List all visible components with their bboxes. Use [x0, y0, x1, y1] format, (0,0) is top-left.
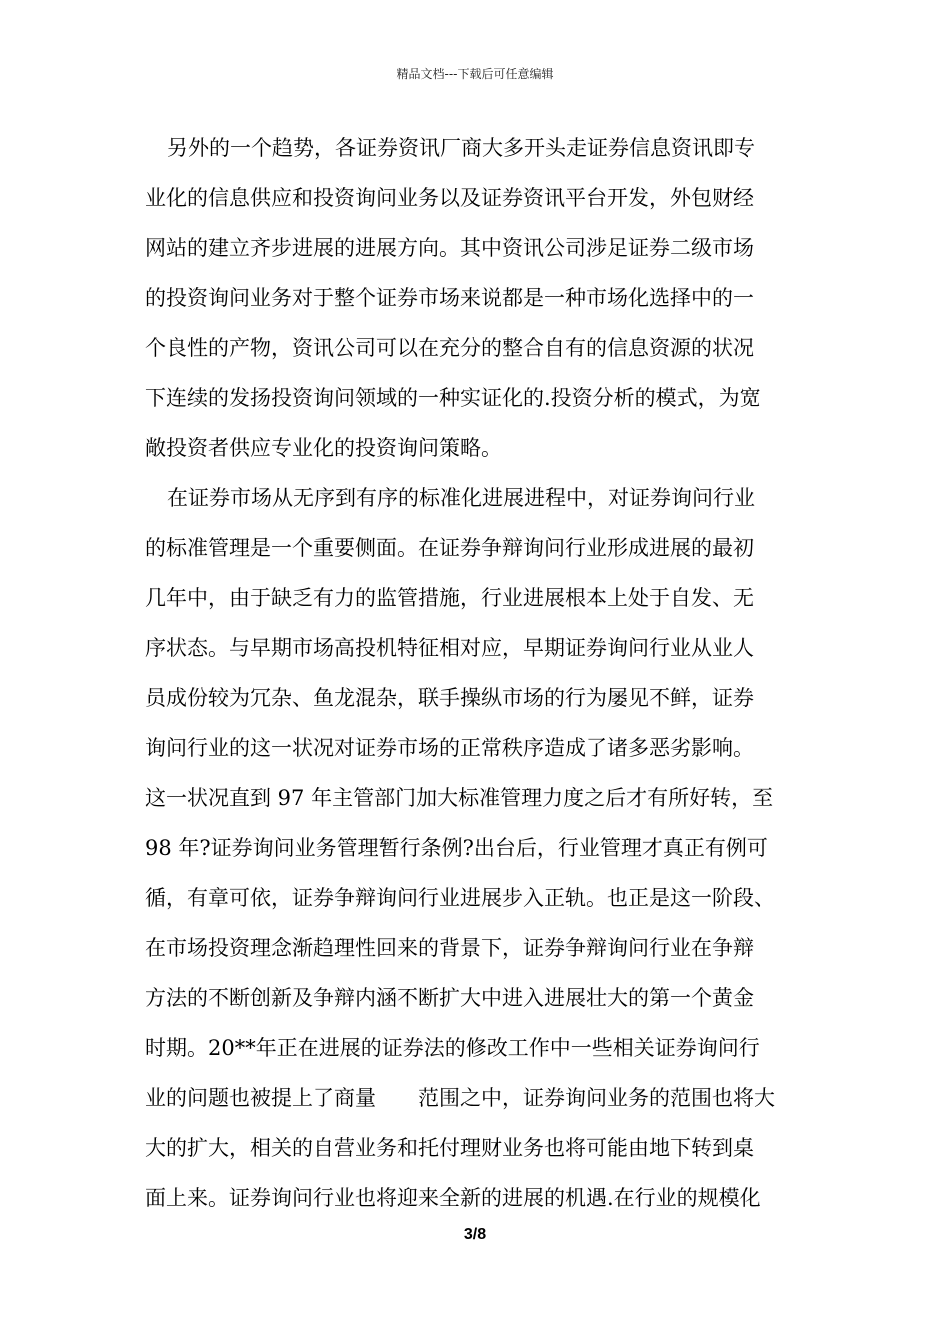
paragraph-2 [145, 478, 820, 1228]
text-line: 的投资询问业务对于整个证券市场来说都是一种市场化选择中的一 [145, 286, 754, 310]
text-line: 业的问题也被提上了商量 范围之中，证券询问业务的范围也将大 [145, 1086, 775, 1110]
text-line: 大的扩大，相关的自营业务和托付理财业务也将可能由地下转到桌 [145, 1136, 754, 1160]
text-line: 下连续的发扬投资询问领域的一种实证化的.投资分析的模式，为宽 [145, 386, 761, 410]
text-line: 这一状况直到 97 年主管部门加大标准管理力度之后才有所好转，至 [145, 786, 774, 810]
text-line: 业化的信息供应和投资询问业务以及证券资讯平台开发，外包财经 [145, 186, 754, 210]
text-line: 面上来。证券询问行业也将迎来全新的进展的机遇.在行业的规模化 [145, 1186, 761, 1210]
text-line: 在市场投资理念渐趋理性回来的背景下，证券争辩询问行业在争辩 [145, 936, 754, 960]
text-line: 98 年?证券询问业务管理暂行条例?出台后，行业管理才真正有例可 [145, 836, 768, 860]
text-line: 个良性的产物，资讯公司可以在充分的整合自有的信息资源的状况 [145, 336, 754, 360]
page-total: 8 [477, 1226, 487, 1243]
text-line: 敞投资者供应专业化的投资询问策略。 [145, 436, 502, 460]
paragraph-1 [145, 128, 820, 478]
text-line: 几年中，由于缺乏有力的监管措施，行业进展根本上处于自发、无 [145, 586, 754, 610]
page-number [0, 1225, 950, 1245]
text-line: 方法的不断创新及争辩内涵不断扩大中进入进展壮大的第一个黄金 [145, 986, 754, 1010]
text-line: 员成份较为冗杂、鱼龙混杂，联手操纵市场的行为屡见不鲜，证券 [145, 686, 754, 710]
text-line: 在证券市场从无序到有序的标准化进展进程中，对证券询问行业 [167, 486, 755, 510]
text-line: 循，有章可依，证券争辩询问行业进展步入正轨。也正是这一阶段、 [145, 886, 775, 910]
text-line: 时期。20**年正在进展的证券法的修改工作中一些相关证券询问行 [145, 1036, 760, 1060]
document-body [145, 128, 820, 1228]
page-header: 精品文档---下载后可任意编辑 [396, 67, 554, 81]
text-line: 序状态。与早期市场高投机特征相对应，早期证券询问行业从业人 [145, 636, 754, 660]
text-line: 另外的一个趋势，各证券资讯厂商大多开头走证券信息资讯即专 [167, 136, 755, 160]
page-current: 3 [463, 1226, 473, 1243]
text-line: 的标准管理是一个重要侧面。在证券争辩询问行业形成进展的最初 [145, 536, 754, 560]
text-line: 网站的建立齐步进展的进展方向。其中资讯公司涉足证券二级市场 [145, 236, 754, 260]
text-line: 询问行业的这一状况对证券市场的正常秩序造成了诸多恶劣影响。 [145, 736, 754, 760]
page-separator: / [472, 1226, 478, 1243]
